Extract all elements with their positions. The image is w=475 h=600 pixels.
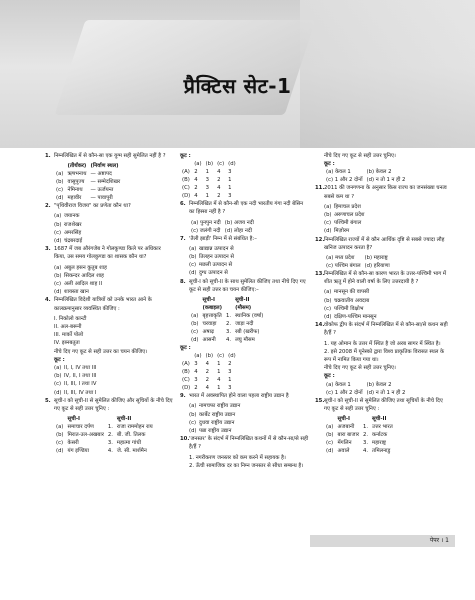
table-row: (a) ऋषभनाथ — अष्टापद xyxy=(56,171,112,178)
question-text: 2011 की जनगणना के अनुसार किस राज्य का जनसंख्या घनत्व सबसे कम था ? xyxy=(324,185,447,200)
table-row: (d) महावीर — पावापुरी xyxy=(56,195,113,202)
column-header: सूची-II xyxy=(235,297,250,304)
table-row: (b) वासुपूज्य — सम्मेदशिखर xyxy=(56,179,121,186)
instruction: नीचे दिए गए कूट से सही उत्तर का चयन कीजिए। xyxy=(54,348,148,355)
column-header: सूची-I xyxy=(67,416,80,423)
match-table xyxy=(189,296,265,344)
question-14 xyxy=(315,321,450,396)
option[interactable]: (b) अजय नदी xyxy=(224,219,254,226)
column-header: (निर्वाण स्थल) xyxy=(90,163,119,170)
question-number: 2. xyxy=(45,203,51,210)
question-text: सूची-I को सूची-II से सुमेलित कीजिए तथा सूचियों के नीचे दिए गए कूट से सही उत्तर चुनिए : xyxy=(324,397,443,412)
table-row[interactable]: (C) 2 3 4 1 xyxy=(182,185,232,192)
list-item: I. निकोलो कान्टी xyxy=(54,315,87,322)
option[interactable]: (d) पन्ना राष्ट्रीय उद्यान xyxy=(189,428,232,435)
page-footer xyxy=(310,535,455,547)
list-item: II. अल-बरूनी xyxy=(54,324,82,331)
table-row: (d) अवाले 4. तमिलनाडु xyxy=(326,448,391,455)
code-label: कूट : xyxy=(324,373,335,380)
option[interactable]: (b) अरुणाचल प्रदेश xyxy=(324,212,365,219)
option[interactable]: (d) शायस्ता खान xyxy=(54,289,89,296)
table-row: (a) समाचार दर्पण 1. राजा राममोहन राय xyxy=(56,424,153,431)
question-text: 'तैली झाड़ी' निम्न में से संबंधित है:– xyxy=(189,235,257,242)
option[interactable]: (a) हिमाचल प्रदेश xyxy=(324,203,361,210)
question-8 xyxy=(180,278,310,344)
option[interactable]: (c) 1 और 2 दोनों xyxy=(326,177,363,184)
column-1 xyxy=(45,152,173,455)
option[interactable]: (c) पश्चिम बंगाल xyxy=(326,263,361,270)
question-text: सूची-I को सूची-II के साथ सुमेलित कीजिए तथा नीचे दिए गए कूट से सही उत्तर का चयन कीजिए:– xyxy=(189,278,306,293)
column-3 xyxy=(315,152,450,455)
option[interactable]: (d) मिज़ोरम xyxy=(324,228,350,235)
table-row[interactable]: (B) 4 2 1 3 xyxy=(182,369,232,376)
code-label: कूट : xyxy=(180,153,191,159)
question-number: 11. xyxy=(315,185,325,192)
question-9 xyxy=(180,392,310,435)
question-10-continued xyxy=(315,152,450,184)
table-row: (b) मिरात-उल-अखबार 2. बी. जी. तिलक xyxy=(56,432,146,439)
question-number: 6. xyxy=(180,201,186,208)
option[interactable]: (c) II, III, I तथा IV xyxy=(54,381,97,388)
question-11 xyxy=(315,184,450,235)
question-number: 9. xyxy=(180,393,186,400)
option[interactable]: (c) अमरसिंह xyxy=(54,229,82,236)
option[interactable]: (b) राजशेखर xyxy=(54,221,82,228)
option[interactable]: (a) मानसून की वापसी xyxy=(324,289,370,296)
column-2 xyxy=(180,152,310,470)
table-row: (b) चरवाहा 2. जाड़ा नदी xyxy=(191,321,254,328)
option[interactable]: (a) अबुल हसन कुतुब शाह xyxy=(54,264,107,271)
option[interactable]: (a) पुनपुन नदी xyxy=(191,219,221,226)
option[interactable]: (b) चक्रवातीय अवदाब xyxy=(324,297,370,304)
code-table xyxy=(180,160,238,200)
option[interactable]: (c) जलंगी नदी xyxy=(191,227,221,234)
question-number: 1. xyxy=(45,153,51,159)
option[interactable]: (b) सिकन्दर आदिल शाह xyxy=(54,272,104,279)
instruction: नीचे दिए गए कूट से सही उत्तर चुनिए। xyxy=(324,365,396,372)
list-item: IV. इब्नबतूता xyxy=(54,340,80,347)
question-number: 12. xyxy=(315,236,325,243)
column-subheader: (कबाइल) xyxy=(202,305,222,312)
table-row: (d) आसनी 4. लघु मौसम xyxy=(191,337,255,344)
question-10 xyxy=(180,435,310,470)
table-row: (a) बृहत्ताकृति 1. स्थानिक (वर्षा) xyxy=(191,313,264,320)
question-number: 8. xyxy=(180,278,186,285)
code-label: कूट : xyxy=(54,356,65,363)
question-text: सूची-I को सूची-II से सुमेलित कीजिए और सूचियों के नीचे दिए गए कूट से सही उत्तर चुनिए : xyxy=(54,397,173,413)
question-13 xyxy=(315,270,450,321)
question-text: निम्नलिखित विदेशी यात्रियों को उनके भारत आने के कालक्रमानुसार व्यवस्थित कीजिए : xyxy=(54,297,152,312)
option[interactable]: (a) केवल 1 xyxy=(326,381,351,388)
table-header: (a) (b) (c) (d) xyxy=(194,353,236,360)
list-item: 2. ऊँची सामाजिक दर का निम्न जनस्तर से सीधा सम्बन्ध है। xyxy=(189,462,304,469)
options-grid xyxy=(324,168,407,184)
table-header: (a) (b) (c) (d) xyxy=(194,161,236,168)
question-number: 14. xyxy=(315,322,325,329)
header-banner xyxy=(0,0,475,148)
column-subheader: (मौसम) xyxy=(235,305,252,312)
question-text: 1687 में जब औरंगजेब ने गोलकुण्डा किले पर अधिकार किया, उस समय गोलकुण्डा का शासक कौन था? xyxy=(54,246,161,261)
option[interactable]: (a) केवल 1 xyxy=(326,169,351,176)
option[interactable]: (c) मछली उत्पादन से xyxy=(189,262,233,269)
options-grid xyxy=(324,254,392,270)
table-row[interactable]: (A) 3 4 1 2 xyxy=(182,361,232,368)
table-row: (a) अजबानी 1. उत्तर भारत xyxy=(326,424,393,431)
question-text: वोकोफ द्वीप के संदर्भ में निम्नलिखित में से कौन-सा/से कथन सही है/हैं ? xyxy=(324,322,448,337)
match-table xyxy=(54,415,155,455)
option[interactable]: (c) पश्चिमी विक्षोभ xyxy=(324,305,364,312)
code-table xyxy=(180,352,238,392)
question-text: भारत में अवस्थापित होने वाला पहला राष्ट्रीय उद्यान है xyxy=(189,393,289,400)
list-item: III. मार्को पोलो xyxy=(54,332,84,339)
option[interactable]: (a) जयानक xyxy=(54,213,80,220)
option[interactable]: (d) न तो 1 न ही 2 xyxy=(366,389,406,396)
question-text: निम्नलिखित राज्यों में से कौन आर्थिक दृष्टि से सबसे ज्यादा लौह खनिज उत्पादन करता है? xyxy=(324,236,445,251)
option[interactable]: (a) मध्य प्रदेश xyxy=(326,255,355,262)
book-image xyxy=(55,20,316,115)
option[interactable]: (d) लोहा नदी xyxy=(224,227,252,234)
option[interactable]: (b) IV, II, I तथा III xyxy=(54,373,97,380)
question-number: 3. xyxy=(45,246,51,253)
code-label: कूट : xyxy=(180,345,191,352)
options-grid xyxy=(324,381,407,397)
question-2 xyxy=(45,202,173,245)
page-number: पेपर । 1 xyxy=(429,537,449,544)
question-number: 15. xyxy=(315,397,325,404)
option[interactable]: (b) तिलहन उत्पादन से xyxy=(189,254,234,261)
table-row[interactable]: (A) 2 1 4 3 xyxy=(182,169,232,176)
table-row[interactable]: (D) 2 4 1 3 xyxy=(182,385,232,392)
question-1 xyxy=(45,152,173,202)
list-item: 2. इसे 2008 में यूनेस्को द्वारा विश्व प्राकृतिक विरासत स्थल के रूप में नामित किया गया था। xyxy=(324,348,445,364)
table-row[interactable]: (D) 4 1 2 3 xyxy=(182,193,232,200)
table-row: (c) केसरी 3. महात्मा गांधी xyxy=(56,440,141,447)
column-header: सूची-I xyxy=(202,297,215,304)
question-3 xyxy=(45,245,173,296)
options-grid xyxy=(189,219,256,235)
column-header: सूची-II xyxy=(116,416,132,423)
option[interactable]: (c) पश्चिमी बंगाल xyxy=(324,220,362,227)
column-header: (तीर्थंकर) xyxy=(67,163,87,170)
code-label: कूट : xyxy=(324,161,335,168)
option[interactable]: (c) 1 और 2 दोनों xyxy=(326,389,363,396)
question-number: 7. xyxy=(180,235,186,242)
question-text: 'जनस्तर' के संदर्भ में निम्नलिखित कथनों में से कौन-सा/से सही है/हैं ? xyxy=(189,436,309,451)
question-text: निम्नलिखित में से कौन-सी एक नदी भारतीय गंगा नदी बेसिन का हिस्सा नहीं है ? xyxy=(189,201,304,216)
option[interactable]: (b) केवल 2 xyxy=(366,169,392,176)
question-text: "पृथिवीराज विजय" का प्रणेता कौन था? xyxy=(54,203,131,210)
table-row: (b) बारा बाजार 2. कर्नाटक xyxy=(326,432,388,439)
list-item: 1. यह ओमान के उत्तर में स्थित है जो अरब सागर में स्थित है। xyxy=(324,340,441,347)
question-text: निम्नलिखित में से कौन-सा कारण भारत के उत्तर-पश्चिमी भाग में शीत ऋतु में होने वाली वर्षा के लिए उत्तरदायी है ? xyxy=(324,271,447,286)
question-number: 5. xyxy=(45,397,51,404)
question-number: 10. xyxy=(180,436,190,443)
table-row: (d) यंग इण्डिया 4. जे. सी. मार्शमैन xyxy=(56,448,147,455)
option[interactable]: (a) खाद्यान्न उत्पादन से xyxy=(189,245,234,252)
question-4 xyxy=(45,296,173,396)
column-header: सूची-II xyxy=(372,416,387,423)
option[interactable]: (c) दुधवा राष्ट्रीय उद्यान xyxy=(189,419,235,426)
table-row: (c) नेमिनाथ — ऊर्जयन्त xyxy=(56,187,114,194)
match-table xyxy=(54,162,122,202)
column-header: सूची-I xyxy=(337,416,350,423)
option[interactable]: (d) II, III, IV तथा I xyxy=(54,389,97,396)
instruction: नीचे दिए गए कूट से सही उत्तर चुनिए। xyxy=(324,153,396,159)
question-7 xyxy=(180,235,310,278)
option[interactable]: (a) नामचफा राष्ट्रीय उद्यान xyxy=(189,403,241,410)
option[interactable]: (b) कार्बेट राष्ट्रीय उद्यान xyxy=(189,411,236,418)
question-5 xyxy=(45,397,173,455)
table-row: (c) मेंगलिन 3. महाराष्ट्र xyxy=(326,440,387,447)
option[interactable]: (d) हरियाणा xyxy=(364,263,390,270)
list-item: 1. नगरीकरण जनस्तर को कम करने में सहायक है। xyxy=(189,454,286,461)
question-text: निम्नलिखित में से कौन-सा एक युग्म सही सुमेलित नहीं है ? xyxy=(54,153,166,159)
option[interactable]: (d) दक्षिण-पश्चिम मानसून xyxy=(324,314,377,321)
question-15 xyxy=(315,397,450,455)
question-12 xyxy=(315,236,450,270)
question-number: 4. xyxy=(45,297,51,304)
question-6 xyxy=(180,200,310,234)
option[interactable]: (d) चंद्रबरदाई xyxy=(54,238,83,245)
table-row: (c) अषाढ़ 3. रबी (खरीफ) xyxy=(191,329,260,336)
page-title: प्रैक्टिस सेट-1 xyxy=(183,74,292,98)
option[interactable]: (a) II, I, IV तथा III xyxy=(54,365,97,372)
match-table xyxy=(324,415,395,455)
option[interactable]: (b) महाराष्ट्र xyxy=(364,255,388,262)
option[interactable]: (d) दुग्ध उत्पादन से xyxy=(189,270,228,277)
table-row[interactable]: (C) 3 2 4 1 xyxy=(182,377,232,384)
question-number: 13. xyxy=(315,271,325,278)
option[interactable]: (b) केवल 2 xyxy=(366,381,392,388)
option[interactable]: (c) अली आदिल शाह II xyxy=(54,281,103,288)
table-row[interactable]: (B) 4 3 2 1 xyxy=(182,177,232,184)
option[interactable]: (d) न तो 1 न ही 2 xyxy=(366,177,406,184)
